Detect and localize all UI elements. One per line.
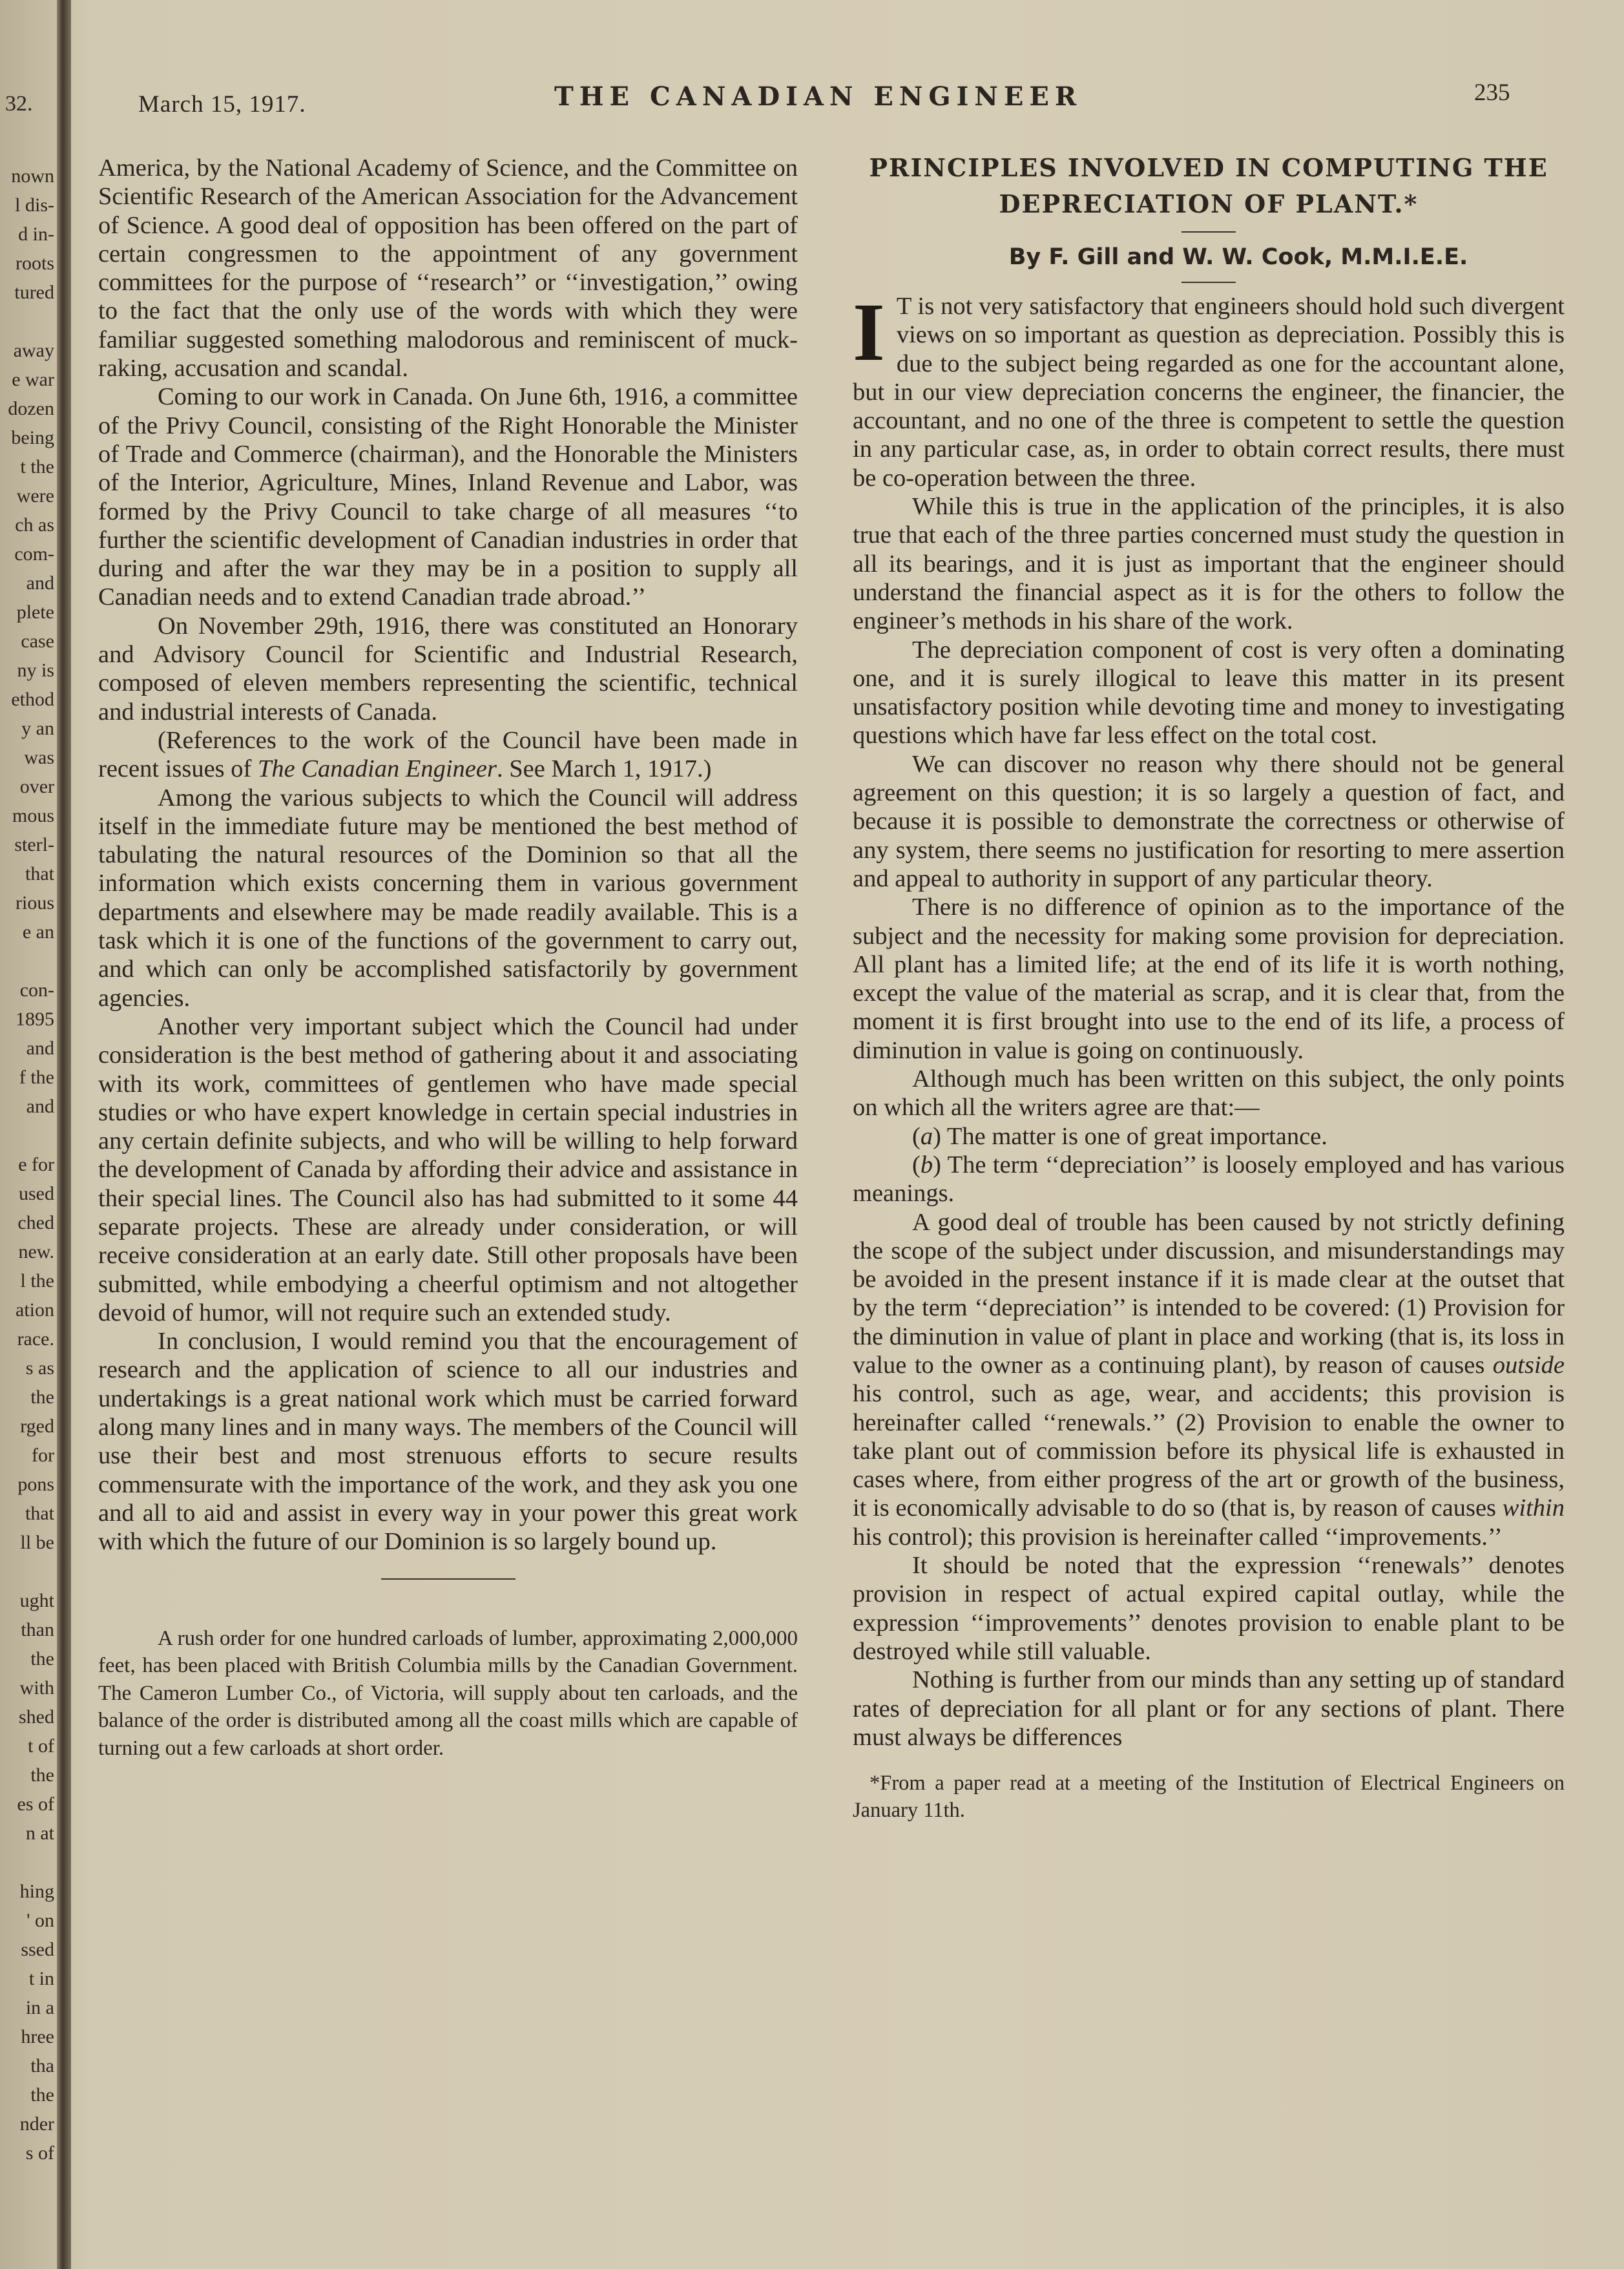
previous-page-line: was [24,747,54,768]
previous-page-line: l dis- [15,194,54,216]
issue-date: March 15, 1917. [138,91,306,118]
lumber-order-notice [98,1625,798,1762]
title-rule [1182,231,1236,233]
previous-page-line: shed [19,1706,54,1728]
previous-page-line: new. [18,1241,54,1262]
paragraph: The depreciation component of cost is very often a dominating one, and it is surely illogical to leave this matter in its present unsatisfactory position while devoting time and money to investigating questions which have far less effect on the total cost. [853,636,1565,749]
previous-page-line: sterl- [14,834,54,855]
previous-page-line: away [13,340,54,361]
previous-page-line: tha [30,2055,54,2076]
previous-page-line: the [30,1648,54,1669]
previous-page-line: e for [18,1154,54,1175]
previous-page-line [0,946,54,976]
previous-page-line: and [26,572,54,594]
previous-page-line: that [25,863,54,884]
previous-page-line: e war [12,369,54,390]
paragraph: Although much has been written on this subject, the only points on which all the writers agree are that:— [853,1065,1565,1122]
paragraph: There is no difference of opinion as to the importance of the subject and the necessity for making some provision for depreciation. All plant has a limited life; at the end of its life it is worth nothing, except the value of the material as scrap, and it is clear that, from the moment it is first brought into use to the end of its life, a process of diminution in value is going on continuously. [853,894,1565,1064]
paragraph: While this is true in the application of the principles, it is also true that each of the three parties concerned must study the question in all its bearings, and it is just as important that the engineer should understand the financial aspect as it is for the others to follow the engineer’s methods in his share of the work. [853,493,1565,635]
footnote [853,1770,1565,1824]
previous-page-line: s as [25,1357,54,1379]
previous-page-line: 1895 [16,1009,54,1030]
previous-page-line: roots [16,253,54,274]
byline-rule [1182,282,1236,283]
previous-page-line [0,307,54,336]
previous-page-line: being [11,427,54,448]
previous-page-line [0,1848,54,1877]
previous-page-line: tured [14,282,54,303]
previous-page-line: nder [19,2113,54,2135]
previous-page-line: ught [19,1590,54,1611]
previous-page-line: used [19,1183,54,1204]
previous-page-line: d in- [18,224,54,245]
previous-page-line: race. [17,1328,54,1350]
previous-page-line: rged [20,1416,54,1437]
previous-page-line: e an [22,921,54,943]
previous-page-line: f the [19,1067,54,1088]
previous-page-line: rious [16,892,54,914]
paragraph: Among the various subjects to which the Council will address itself in the immediate future may be mentioned the best method of tabulating the natural resources of the Dominion so that all the information which exists concerning them in various government departments and elsewhere may be made readily available. This is a task which it is one of the functions of the government to carry out, and which can only be accomplished satisfactorily by government agencies. [98,784,798,1012]
previous-page-line: nown [11,165,54,187]
article-byline: By F. Gill and W. W. Cook, M.M.I.E.E. [1008,244,1468,270]
previous-page-line: y an [21,718,54,739]
drop-cap: I [853,286,885,378]
previous-page-line: pons [17,1474,54,1495]
previous-page-line: ssed [21,1939,54,1960]
previous-page-line: case [21,631,54,652]
previous-page-line: t the [20,456,54,477]
article-title: PRINCIPLES INVOLVED IN COMPUTING THE DEPRECIATION OF PLANT.* [869,153,1548,218]
paragraph: Nothing is further from our minds than any setting up of standard rates of depreciation for all plant or for any sections of plant. There must always be differences [853,1666,1565,1751]
paragraph: Coming to our work in Canada. On June 6th, 1916, a committee of the Privy Council, consisting of the Right Honorable the Minister of Trade and Commerce (chairman), and the Honorable the Ministers of the Interior, Agriculture, Mines, Inland Revenue and Labor, was formed by the Privy Council to take charge of all measures ‘‘to further the scientific development of Canadian industries in order that during and after the war they may be in a position to supply all Canadian needs and to extend Canadian trade abroad.’’ [98,383,798,611]
previous-page-number: 32. [5,92,33,116]
point-a: (a) The matter is one of great importance. [912,1122,1327,1150]
paragraph: We can discover no reason why there should not be general agreement on this question; it is so largely a question of fact, and because it is possible to demonstrate the correctness or otherwise of any system, there seems no justification for resorting to mere assertion and appeal to authority in support of any particular theory. [853,750,1565,892]
previous-page-line: with [19,1677,54,1699]
previous-page-line: the [30,2084,54,2106]
previous-page-line: hing [19,1881,54,1902]
left-column [98,154,798,1762]
paragraph: On November 29th, 1916, there was constituted an Honorary and Advisory Council for Scientific and Industrial Research, composed of eleven members representing the scientific, technical and industrial interests of Canada. [98,612,798,726]
previous-page-column-fragment [0,162,54,2168]
previous-page-line: ched [17,1212,54,1233]
previous-page-line: ation [16,1299,54,1321]
paragraph: Another very important subject which the Council had under consideration is the best method of gathering about it and associating with its work, committees of gentlemen who have made special studies or who have expert knowledge in certain special industries in any certain definite subjects, and who will be willing to help forward the development of Canada by affording their advice and assistance in their special lines. The Council also has had submitted to it some 44 separate projects. These are already under consideration, or will receive consideration at an early date. Still other proposals have been submitted, while embodying a cheerful optimism and not altogether devoid of humor, will not require such an extended study. [98,1012,798,1326]
references-note: (References to the work of the Council have been made in recent issues of The Canadian Engineer. See March 1, 1917.) [98,726,798,783]
notice-text: A rush order for one hundred carloads of lumber, approximating 2,000,000 feet, has been placed with British Columbia mills by the Canadian Government. The Cameron Lumber Co., of Victoria, will supply about ten carloads, and the balance of the order is distributed among all the coast mills which are capable of turning out a few carloads at short order. [98,1626,798,1760]
previous-page-line: than [21,1619,54,1640]
previous-page-line: dozen [8,398,54,419]
previous-page-line: in a [25,1997,54,2018]
previous-page-line: and [26,1096,54,1117]
section-divider [381,1578,515,1580]
previous-page-line: the [30,1386,54,1408]
previous-page-line: hree [21,2026,54,2047]
previous-page-line: for [32,1445,54,1466]
previous-page-line: l the [20,1270,54,1291]
previous-page-line [0,1557,54,1586]
previous-page-line: es of [17,1793,54,1815]
previous-page-line: mous [12,805,54,826]
previous-page-line: ' on [26,1910,54,1931]
previous-page-line: that [25,1503,54,1524]
previous-page-line: and [26,1038,54,1059]
binding-gutter [57,0,71,2269]
previous-page-line: con- [19,979,54,1001]
previous-page-line: over [19,776,54,797]
previous-page-line: n at [25,1823,54,1844]
definition-paragraph: A good deal of trouble has been caused by not strictly defining the scope of the subject under discussion, and misunderstandings may be avoided in the present instance if it is made clear at the outset that by the term ‘‘depreciation’’ is intended to be covered: (1) Provision for the diminution in value of plant in place and working (that is, its loss in value to the owner as a continuing plant), by reason of causes outside his control, such as age, wear, and accidents; this provision is hereinafter called ‘‘renewals.’’ (2) Provision to enable the owner to take plant out of commission before its physical life is exhausted in cases where, from either progress of the art or growth of the business, it is economically advisable to do so (that is, by reason of causes within his control); this provision is hereinafter called ‘‘improvements.’’ [853,1208,1565,1551]
paragraph: America, by the National Academy of Science, and the Committee on Scientific Research of the American Association for the Advancement of Science. A good deal of opposition has been offered on the part of certain congressmen to the appointment of any government committees for the purpose of ‘‘research’’ or ‘‘investigation,’’ owing to the fact that the only use of the words with which they were familiar suggested something malodorous and reminiscent of muck-raking, accusation and scandal. [98,154,798,382]
page-number: 235 [1474,79,1510,106]
previous-page-line: plete [16,601,54,623]
right-column [853,150,1565,1824]
previous-page-line: ll be [20,1532,54,1553]
journal-title: THE CANADIAN ENGINEER [554,81,1083,112]
previous-page-line: were [16,485,54,507]
previous-page-line [0,1121,54,1150]
previous-page-line: com- [14,543,54,565]
point-b: (b) The term ‘‘depreciation’’ is loosely employed and has various meanings. [853,1151,1565,1208]
previous-page-line: ethod [11,689,54,710]
previous-page-line: t of [28,1735,54,1757]
journal-name: The Canadian Engineer [257,755,497,783]
previous-page-line: ny is [17,660,54,681]
footnote-text: *From a paper read at a meeting of the Institution of Electrical Engineers on January 11th. [853,1772,1565,1823]
opening-paragraph: I T is not very satisfactory that engineers should hold such divergent views on so important as question as depreciation. Possibly this is due to the subject being regarded as one for the accountant alone, but in our view depreciation concerns the engineer, the financier, the accountant, and no one of the three is competent to settle the question in any particular case, as, in order to obtain correct results, there must be co-operation between the three. [853,286,1565,492]
previous-page-line: s of [25,2142,54,2164]
previous-page-line: ch as [15,514,54,536]
previous-page-line: the [30,1764,54,1786]
previous-page-line: t in [28,1968,54,1989]
paragraph: In conclusion, I would remind you that the encouragement of research and the application of science to all our industries and undertakings is a great national work which must be carried forward along many lines and in many ways. The members of the Council will use their best and most strenuous efforts to secure results commensurate with the importance of the work, and they ask you one and all to aid and assist in every way in your power this great work with which the future of our Dominion is so largely bound up. [98,1328,798,1556]
paragraph: It should be noted that the expression ‘‘renewals’’ denotes provision in respect of actual expired capital outlay, while the expression ‘‘improvements’’ denotes provision to enable plant to be destroyed while still valuable. [853,1552,1565,1665]
